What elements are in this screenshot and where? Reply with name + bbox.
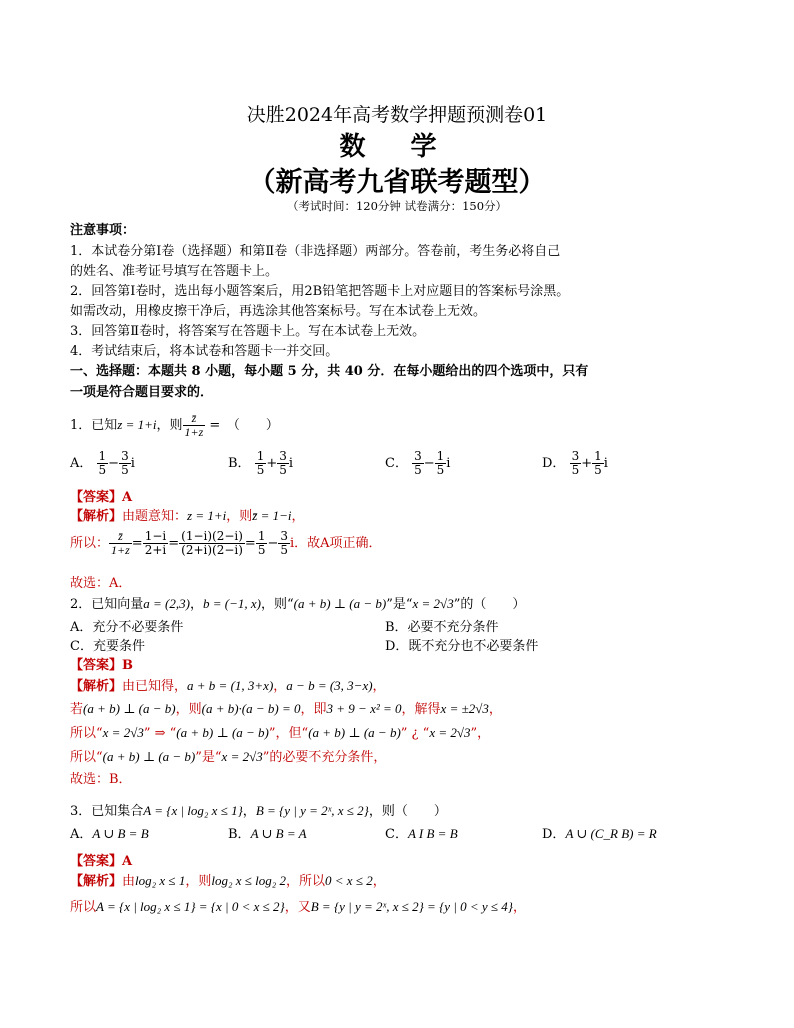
analysis-line: 所以： $\frac{z̄}{1+z}$ = $\frac{1-i}{2+i}$ = $\frac{(1-i)(2-i)}{(2+i)(2-i)}$ = $\frac{1}{5}$ − $\frac{3}{5}$ i．故A项正确．: [70, 529, 382, 557]
exam-type-title: （新高考九省联考题型）: [248, 167, 546, 198]
fraction: $\frac{z̄}{1+z}$: [184, 411, 204, 439]
section-heading-cont: 一项是符合题目要求的．: [70, 385, 214, 400]
fraction: $\frac{1}{5}$: [594, 449, 602, 477]
analysis-line: 若(a + b) ⊥ (a − b)，则(a + b)·(a − b) = 0，即3 + 9 − x² = 0，解得x = ±2√3，: [70, 701, 502, 717]
question-3-stem: 3．已知集合A = {x | log₂ x ≤ 1}，B = {y | y = 2ˣ, x ≤ 2}，则（ ）: [70, 803, 447, 819]
question-1-stem: 1．已知z = 1+i，则 $\frac{z̄}{1+z}$ = （ ）: [70, 411, 279, 439]
option-d: D．既不充分也不必要条件: [385, 639, 539, 654]
fraction: $\frac{1}{5}$: [256, 449, 265, 477]
exam-title: 决胜2024年高考数学押题预测卷01: [246, 104, 548, 126]
fraction: $\frac{z̄}{1+z}$: [111, 529, 130, 557]
answer-tag: 【答案】B: [70, 658, 133, 673]
section-heading: 一、选择题：本题共 8 小题，每小题 5 分，共 40 分．在每小题给出的四个选项中，只有: [70, 364, 589, 379]
note-line: 3．回答第Ⅱ卷时，将答案写在答题卡上。写在本试卷上无效。: [70, 324, 426, 339]
option-d: D．A ∪ (C_R B) = R: [542, 826, 657, 842]
option-a: A．充分不必要条件: [70, 620, 184, 635]
fraction: $\frac{(1-i)(2-i)}{(2+i)(2-i)}$: [181, 529, 243, 557]
analysis-line: 【解析】由已知得，a + b = (1, 3+x)，a − b = (3, 3−x)，: [70, 678, 386, 694]
analysis-line: 所以“(a + b) ⊥ (a − b)”是“x = 2√3”的必要不充分条件，: [70, 749, 387, 765]
option-b: B． $\frac{1}{5}$ + $\frac{3}{5}$ i: [228, 449, 294, 477]
fraction: $\frac{1}{5}$: [257, 529, 266, 557]
answer-tag: 【答案】A: [70, 854, 133, 869]
fraction: $\frac{3}{5}$: [414, 449, 422, 477]
notes-heading: 注意事项：: [70, 223, 136, 238]
analysis-line: 【解析】由log₂ x ≤ 1，则log₂ x ≤ log₂ 2，所以0 < x ≤ 2，: [70, 873, 386, 889]
option-b: B．A ∪ B = A: [228, 826, 307, 842]
answer-choice: 故选：B．: [70, 772, 132, 787]
fraction: $\frac{1-i}{2+i}$: [144, 529, 167, 557]
option-c: C．充要条件: [70, 639, 145, 654]
analysis-line: 所以A = {x | log₂ x ≤ 1} = {x | 0 < x ≤ 2}，又B = {y | y = 2ˣ, x ≤ 2} = {y | 0 < y ≤ 4}，: [70, 899, 527, 915]
option-a: A． $\frac{1}{5}$ − $\frac{3}{5}$ i: [70, 449, 135, 477]
option-c: C．A I B = B: [385, 826, 458, 842]
note-line: 的姓名、准考证号填写在答题卡上。: [70, 264, 279, 279]
fraction: $\frac{3}{5}$: [279, 449, 287, 477]
subject-title: 数 学: [339, 132, 455, 162]
note-line: 4．考试结束后，将本试卷和答题卡一并交回。: [70, 344, 339, 359]
fraction: $\frac{3}{5}$: [121, 449, 129, 477]
option-b: B．必要不充分条件: [385, 620, 499, 635]
note-line: 如需改动，用橡皮擦干净后，再选涂其他答案标号。写在本试卷上无效。: [70, 304, 487, 319]
option-d: D． $\frac{3}{5}$ + $\frac{1}{5}$ i: [542, 449, 608, 477]
fraction: $\frac{3}{5}$: [280, 529, 289, 557]
answer-tag: 【答案】A: [70, 490, 133, 505]
note-line: 1．本试卷分第Ⅰ卷（选择题）和第Ⅱ卷（非选择题）两部分。答卷前，考生务必将自己: [70, 244, 561, 259]
fraction: $\frac{3}{5}$: [571, 449, 580, 477]
answer-choice: 故选：A．: [70, 576, 132, 591]
option-a: A．A ∪ B = B: [70, 826, 149, 842]
question-2-stem: 2．已知向量a = (2,3)，b = (−1, x)，则“(a + b) ⊥ (a − b)”是“x = 2√3”的（ ）: [70, 596, 526, 612]
analysis-line: 所以“x = 2√3” ⇒ “(a + b) ⊥ (a − b)”，但“(a + b) ⊥ (a − b)” ¿ “x = 2√3”，: [70, 725, 491, 741]
note-line: 2．回答第Ⅰ卷时，选出每小题答案后，用2B铅笔把答题卡上对应题目的答案标号涂黑。: [70, 284, 570, 299]
fraction: $\frac{1}{5}$: [436, 449, 445, 477]
analysis-line: 【解析】由题意知：z = 1+i，则z̄ = 1−i，: [70, 508, 305, 524]
option-c: C． $\frac{3}{5}$ − $\frac{1}{5}$ i: [385, 449, 451, 477]
exam-meta: （考试时间：120分钟 试卷满分：150分）: [286, 199, 508, 213]
fraction: $\frac{1}{5}$: [98, 449, 107, 477]
